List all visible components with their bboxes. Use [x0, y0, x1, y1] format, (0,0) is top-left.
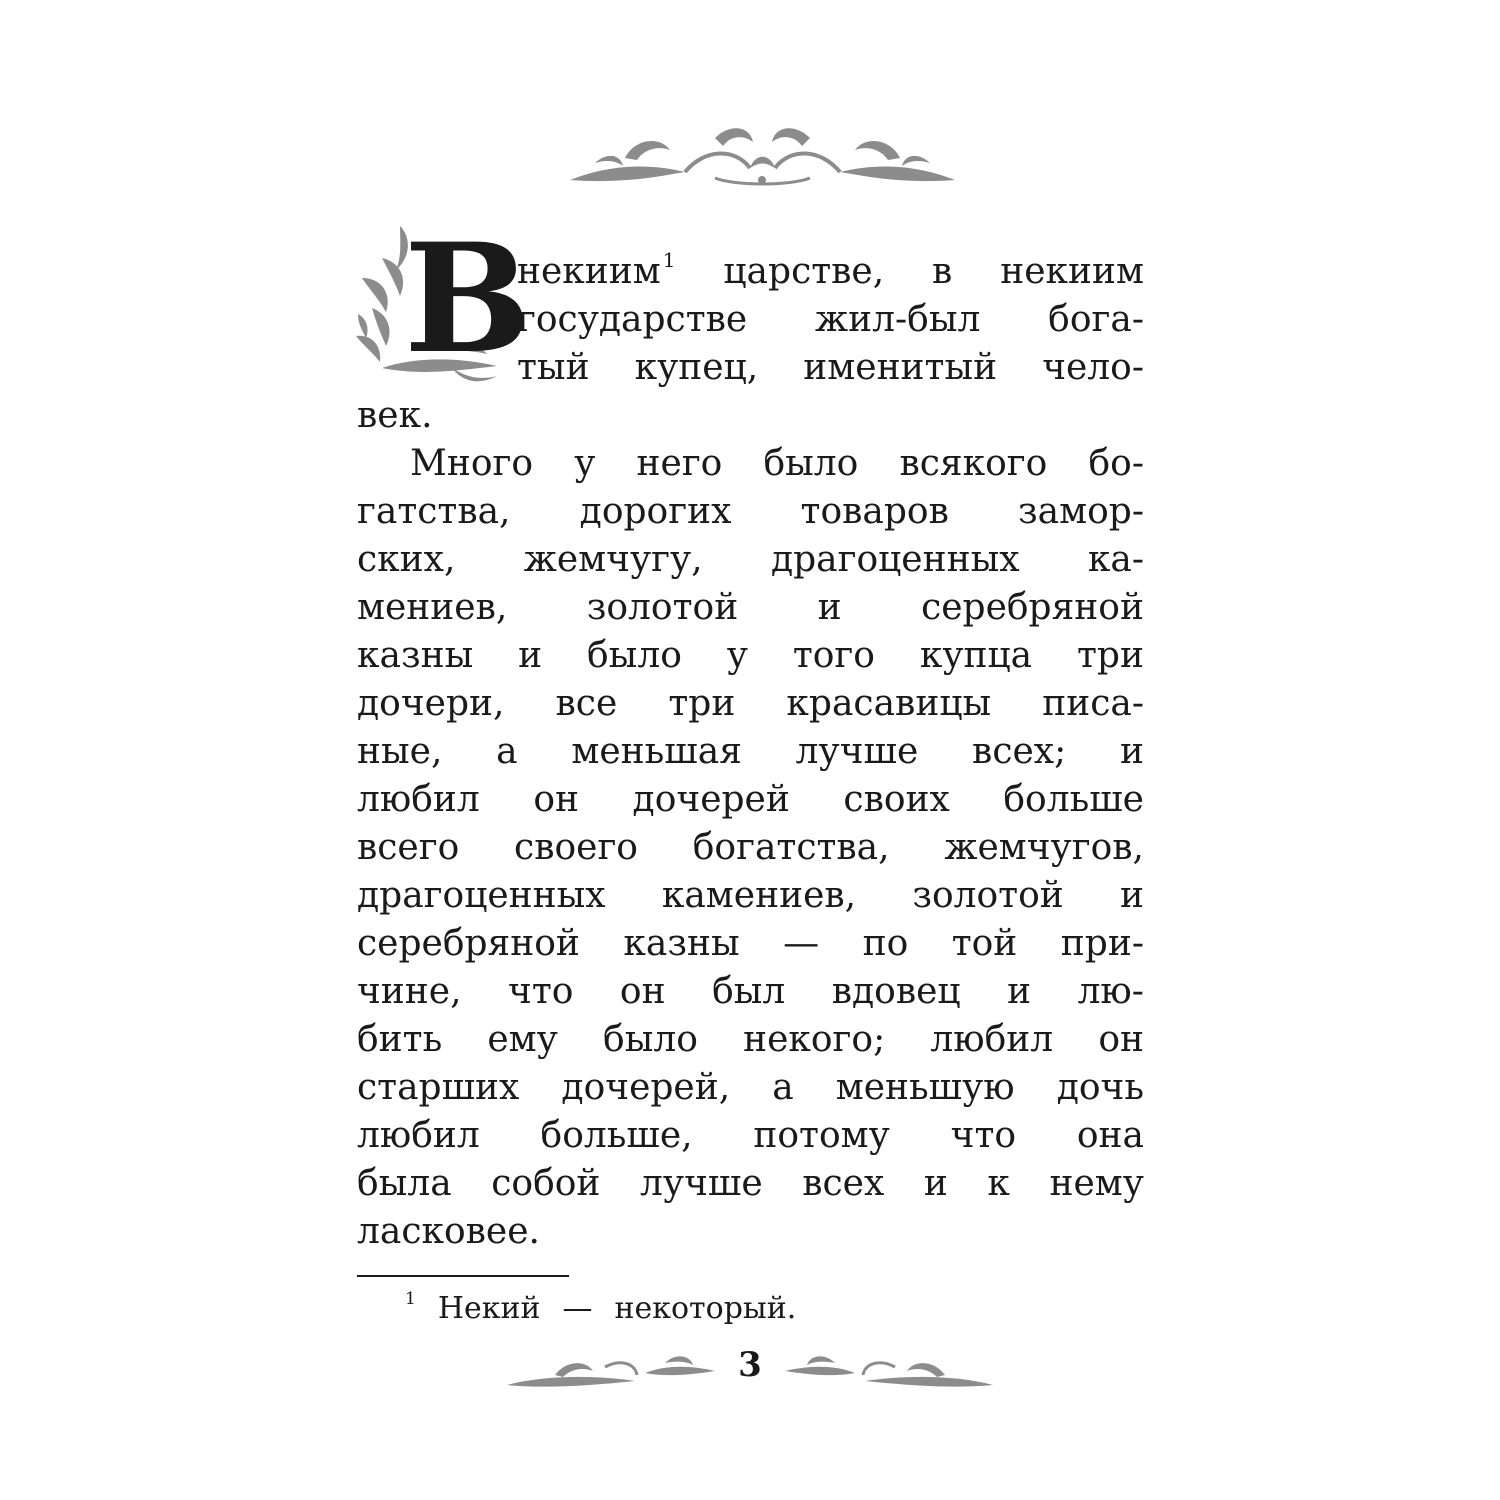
word: всех; — [972, 731, 1067, 772]
word: лучше — [640, 1163, 763, 1204]
text-line — [357, 632, 1144, 680]
word: той — [951, 923, 1018, 964]
text-line — [357, 872, 1144, 920]
word: чело- — [1042, 347, 1144, 388]
word: а — [772, 1067, 794, 1108]
word: красавицы — [786, 683, 992, 724]
text-line — [357, 728, 1144, 776]
footnote-dash: — — [562, 1291, 593, 1326]
word: век. — [357, 395, 433, 436]
text-line — [357, 584, 1144, 632]
word: замор- — [1018, 491, 1144, 532]
word: он — [619, 971, 666, 1012]
text-line — [357, 1112, 1144, 1160]
word: и — [1119, 731, 1144, 772]
word: жил-был — [815, 299, 981, 340]
word: чине, — [357, 971, 462, 1012]
word: любил — [357, 779, 480, 820]
text-line — [357, 392, 1144, 440]
footnote-divider — [357, 1275, 569, 1277]
word: дочерей — [632, 779, 790, 820]
word: а — [496, 731, 518, 772]
word: потому — [753, 1115, 890, 1156]
word: она — [1076, 1115, 1144, 1156]
word: бо- — [1088, 443, 1144, 484]
word: всего — [357, 827, 460, 868]
word: три — [1076, 635, 1144, 676]
word: что — [508, 971, 574, 1012]
word: драгоценных — [770, 539, 1020, 580]
word: у — [574, 443, 596, 484]
word: бить — [357, 1019, 443, 1060]
word: ласковее. — [357, 1211, 540, 1252]
word: ему — [487, 1019, 558, 1060]
text-line — [357, 1160, 1144, 1208]
word: камениев, — [661, 875, 857, 916]
word: купец, — [634, 347, 759, 388]
word: любил — [357, 1115, 480, 1156]
word: дочь — [1056, 1067, 1144, 1108]
word: золотой — [912, 875, 1064, 916]
word: дорогих — [579, 491, 732, 532]
text-line — [357, 680, 1144, 728]
footnote-definition: некоторый. — [614, 1291, 797, 1326]
word: золотой — [586, 587, 739, 628]
word: того — [792, 635, 875, 676]
word: и — [923, 1163, 948, 1204]
word: меньшая — [571, 731, 742, 772]
word: старших — [357, 1067, 520, 1108]
top-ornament-icon — [565, 118, 960, 198]
word: три — [668, 683, 736, 724]
word: при- — [1060, 923, 1144, 964]
word: что — [950, 1115, 1017, 1156]
word: товаров — [800, 491, 949, 532]
word: всякого — [899, 443, 1048, 484]
word: некого; — [743, 1019, 886, 1060]
text-line — [357, 1064, 1144, 1112]
text-line — [517, 296, 1144, 344]
word: тый — [517, 347, 590, 388]
footnote — [405, 1289, 796, 1333]
word: собой — [491, 1163, 601, 1204]
word: он — [1098, 1019, 1144, 1060]
word: писа- — [1042, 683, 1144, 724]
word: все — [555, 683, 618, 724]
text-line — [357, 920, 1144, 968]
word: царстве, — [723, 251, 885, 292]
word: Много — [410, 443, 534, 484]
word: лучше — [795, 731, 919, 772]
word: него — [636, 443, 723, 484]
word: — — [783, 923, 820, 964]
word: своего — [514, 827, 638, 868]
word: именитый — [803, 347, 998, 388]
text-line — [357, 488, 1144, 536]
word: серебряной — [357, 923, 580, 964]
word: вдовец — [831, 971, 961, 1012]
text-line — [357, 776, 1144, 824]
word: он — [533, 779, 579, 820]
word: жемчугу, — [523, 539, 703, 580]
word: мениев, — [357, 587, 508, 628]
text-line — [517, 344, 1144, 392]
footnote-mark: 1 — [405, 1289, 416, 1309]
word: ских, — [357, 539, 456, 580]
word: драгоценных — [357, 875, 606, 916]
word: всех — [802, 1163, 885, 1204]
text-line — [357, 968, 1144, 1016]
word: и — [817, 587, 842, 628]
text-line — [357, 536, 1144, 584]
word: было — [587, 635, 682, 676]
word: было — [763, 443, 859, 484]
word: дочерей, — [561, 1067, 731, 1108]
word: больше, — [540, 1115, 693, 1156]
word: бога- — [1048, 299, 1144, 340]
word: по — [862, 923, 909, 964]
word: ка- — [1087, 539, 1144, 580]
footnote-reference: 1 — [662, 248, 676, 272]
word: и — [518, 635, 543, 676]
footnote-term: Некий — [437, 1291, 541, 1326]
word: меньшую — [835, 1067, 1015, 1108]
text-line — [410, 440, 1144, 488]
word: была — [357, 1163, 452, 1204]
drop-cap — [352, 211, 531, 388]
word: лю- — [1077, 971, 1144, 1012]
word: нему — [1049, 1163, 1144, 1204]
word: богатства, — [692, 827, 890, 868]
word: казны — [623, 923, 740, 964]
word: ные, — [357, 731, 443, 772]
word: было — [603, 1019, 698, 1060]
word: и — [1119, 875, 1144, 916]
word: купца — [919, 635, 1033, 676]
word: и — [1007, 971, 1032, 1012]
word: дочери, — [357, 683, 505, 724]
drop-cap-letter: В — [404, 211, 531, 387]
word: к — [987, 1163, 1010, 1204]
word: некиим $^1$ — [517, 248, 676, 292]
text-line — [357, 824, 1144, 872]
word: жемчугов, — [944, 827, 1144, 868]
word: гатства, — [357, 491, 511, 532]
word: был — [712, 971, 786, 1012]
page-number: 3 — [738, 1345, 762, 1385]
text-line — [357, 1016, 1144, 1064]
word: любил — [930, 1019, 1054, 1060]
word: серебряной — [921, 587, 1144, 628]
word: в — [932, 251, 953, 292]
word: государстве — [517, 299, 748, 340]
word: некиим — [1000, 251, 1144, 292]
text-line — [517, 248, 1144, 296]
word: больше — [1003, 779, 1144, 820]
word: казны — [357, 635, 474, 676]
text-line — [357, 1208, 1144, 1256]
word: у — [726, 635, 748, 676]
word: своих — [843, 779, 950, 820]
